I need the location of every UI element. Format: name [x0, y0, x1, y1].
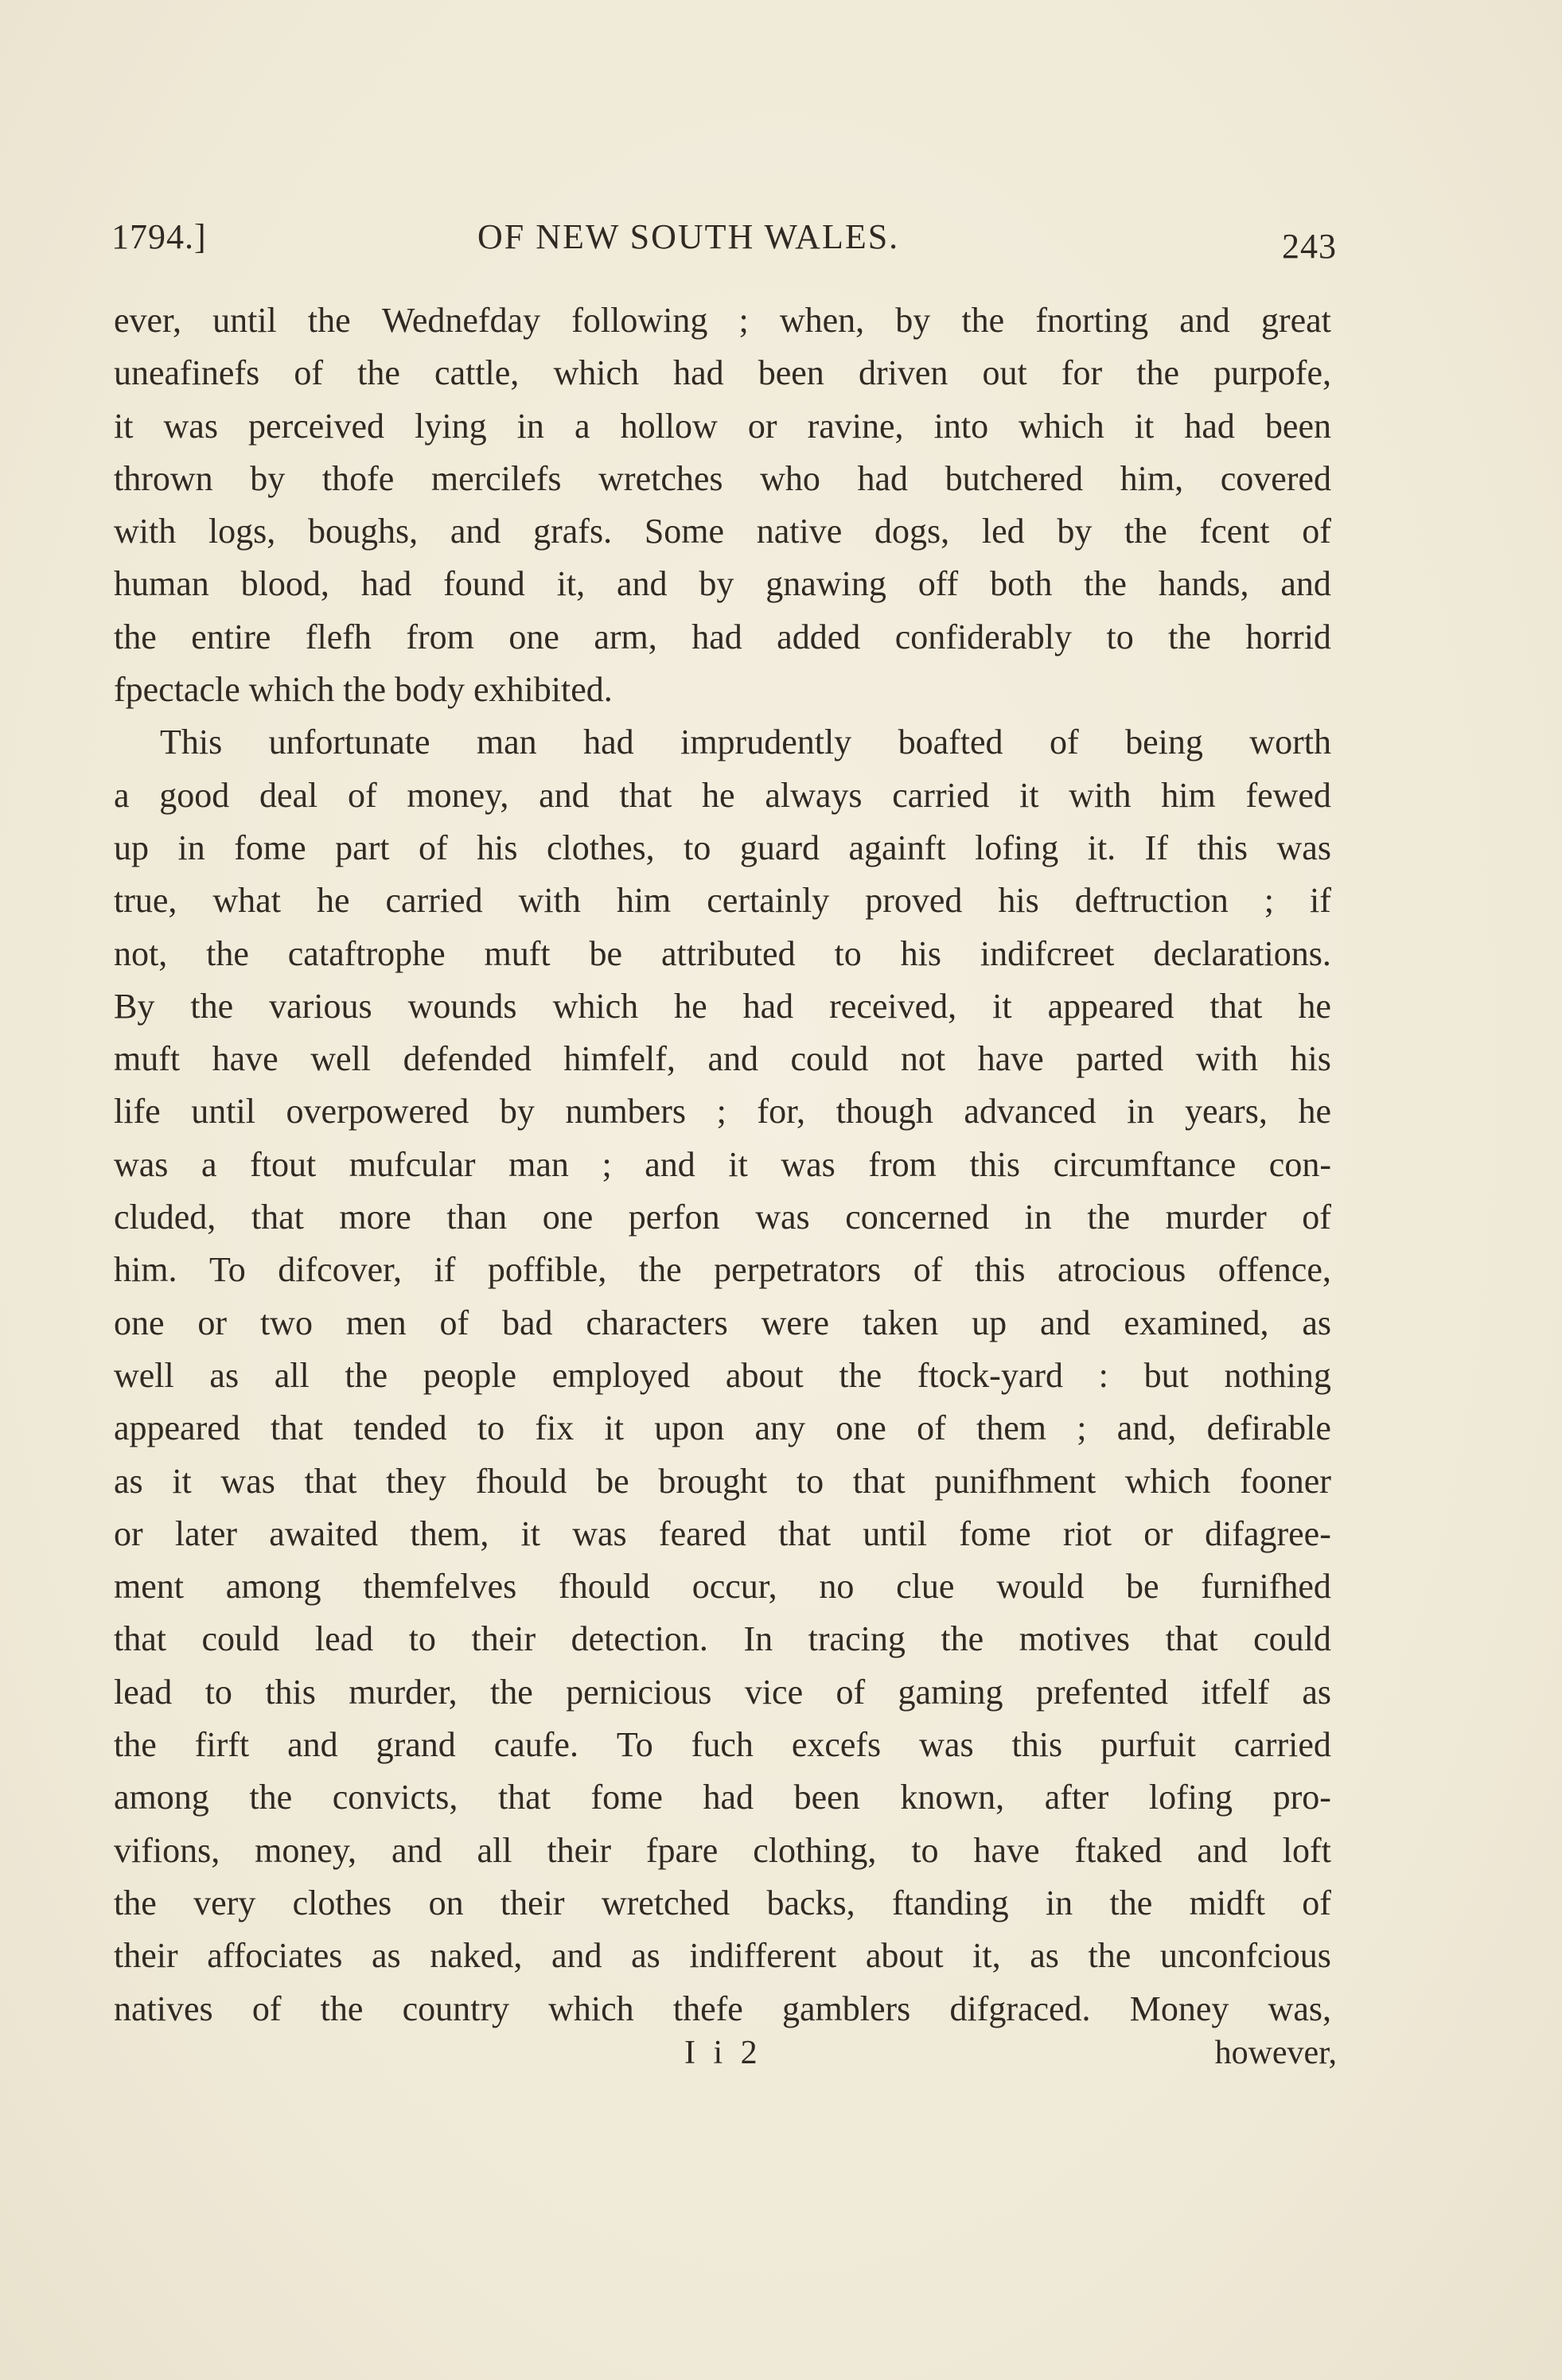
running-head-title: OF NEW SOUTH WALES.: [477, 217, 900, 256]
text-line: thrown by thofe mercilefs wretches who had butchered him, covered: [114, 458, 1331, 498]
page-footer: [111, 2034, 1337, 2082]
text-line: appeared that tended to fix it upon any one of them ; and, defirable: [114, 1408, 1331, 1448]
text-line: This unfortunate man had imprudently boafted of being worth: [160, 723, 1331, 762]
text-line: natives of the country which thefe gamblers difgraced. Money was,: [114, 1989, 1331, 2028]
text-line: ment among themfelves fhould occur, no clue would be furnifhed: [114, 1567, 1331, 1607]
text-line: cluded, that more than one perfon was concerned in the murder of: [114, 1198, 1331, 1237]
text-line: ever, until the Wednefday following ; when, by the fnorting and great: [114, 301, 1331, 340]
text-line: their affociates as naked, and as indifferent about it, as the unconfcious: [114, 1936, 1331, 1976]
text-line: was a ftout mufcular man ; and it was from this circumftance con-: [114, 1144, 1331, 1184]
body-text: [114, 294, 1331, 2035]
text-line: among the convicts, that fome had been known, after lofing pro-: [114, 1778, 1331, 1817]
text-line: true, what he carried with him certainly proved his deftruction ; if: [114, 881, 1331, 921]
text-line: vifions, money, and all their fpare clothing, to have ftaked and loft: [114, 1830, 1331, 1870]
page-number: 243: [1282, 227, 1337, 266]
text-line: up in fome part of his clothes, to guard againft lofing it. If this was: [114, 828, 1331, 867]
text-line: the entire flefh from one arm, had added confiderably to the horrid: [114, 617, 1331, 656]
signature-mark: I i 2: [684, 2035, 762, 2071]
running-head-year: 1794.]: [111, 217, 207, 256]
text-line: lead to this murder, the pernicious vice of gaming prefented itfelf as: [114, 1672, 1331, 1712]
text-line: uneafinefs of the cattle, which had been driven out for the purpofe,: [114, 353, 1331, 393]
text-line: By the various wounds which he had received, it appeared that he: [114, 986, 1331, 1026]
text-line: muft have well defended himfelf, and could not have parted with his: [114, 1039, 1331, 1079]
text-line: well as all the people employed about the ftock-yard : but nothing: [114, 1355, 1331, 1395]
text-line: that could lead to their detection. In tracing the motives that could: [114, 1619, 1331, 1659]
text-line: him. To difcover, if poffible, the perpetrators of this atrocious offence,: [114, 1250, 1331, 1290]
text-line: not, the cataftrophe muft be attributed to his indifcreet declarations.: [114, 933, 1331, 973]
text-line: it was perceived lying in a hollow or ravine, into which it had been: [114, 406, 1331, 446]
text-line: the firft and grand caufe. To fuch excefs was this purfuit carried: [114, 1725, 1331, 1765]
text-line: the very clothes on their wretched backs, ftanding in the midft of: [114, 1883, 1331, 1922]
text-line: one or two men of bad characters were taken up and examined, as: [114, 1303, 1331, 1342]
text-line: with logs, boughs, and grafs. Some native dogs, led by the fcent of: [114, 512, 1331, 551]
running-head: [111, 208, 1337, 264]
text-line: as it was that they fhould be brought to that punifhment which fooner: [114, 1461, 1331, 1501]
text-line: human blood, had found it, and by gnawing off both the hands, and: [114, 564, 1331, 604]
text-line: fpectacle which the body exhibited.: [114, 670, 613, 710]
text-line: or later awaited them, it was feared that until fome riot or difagree-: [114, 1513, 1331, 1553]
catchword: however,: [1214, 2035, 1337, 2071]
text-line: a good deal of money, and that he always carried it with him fewed: [114, 775, 1331, 815]
text-line: life until overpowered by numbers ; for, though advanced in years, he: [114, 1092, 1331, 1132]
